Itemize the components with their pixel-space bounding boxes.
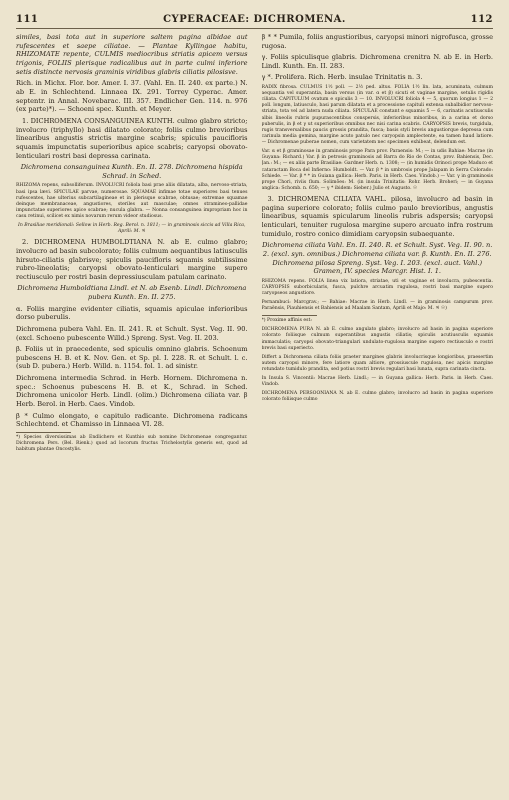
left-paragraph: Dichromena Humboldtiana Lindl. et N. ab Esenb. Lindl. Dichromena pubera Kunth. En. II. 275. xyxy=(17,284,247,302)
right-paragraph: Dichromena ciliata Vahl. En. II. 240. R. et Schult. Syst. Veg. II. 90. n. 2. (excl. syn. omnibus.) Dichromena ciliata var. β. Kunth. En. II. 276. Dichromena pilosa Spreng. Syst. Veg. I. 203. (excl. auct. Vahl.) Gramen, IV. species Marcgr. Hist. I. 1. xyxy=(262,241,493,276)
left-paragraph: Dichromena consanguinea Kunth. En. II. 278. Dichromena hispida Schrad. in Sched. xyxy=(20,163,243,180)
right-paragraph: Differt a Dichromena ciliata foliis praeter margines glabris involucrisque longioribus, praesertim autem caryopsi minore, fere latiore quam altiore, grossiuscule rugulosa, nec apicis margine rotundato tumidulo prandita, sed potius rostri brevis regulari basi lunata, supra carinata cincta. xyxy=(261,354,493,372)
left-paragraph: similes, basi tota aut in superiore saltem pagina albidae aut rufescentes et saepe ciliatae. — Plantae Kyllingae habitu, RHIZOMATE repente, CULMIS mediocribus striatis apicem versus trigonis, FOLIIS plerisque radicalibus aut in parte culmi inferiore setis distincte nervosis graminis viridibus glabris ciliatis pilosisve. xyxy=(16,33,248,76)
text-columns xyxy=(16,33,493,783)
right-paragraph: Var. α et β graminosae in graminosis prope Para prov. Paraensis: M.; — in udis Bahiae: Macrae (in Guyana: Richard.) Var. β in petrosis graminosis ad Barra do Rio de Contas, prov. Bahiensis, Dec. Jan.: M.; — ex aliis parte Brasiliae: Gardner Herb. n. 1308; — (in humidis Orinoci prope Maduco et cataractam Boca del Infierno: Humboldt. — Var. β * in umbrosis prope Jalapam in Serra Colorado: Schiede. — Var. β * * in Guiana gallica: Herb. Paris. in Herb. Caes. Vindob.) — Var. γ in graminosis prope Chori, riviis flum. Solimões: M. (in insula Trinitatis: Rohr. Herb. Broheri; — in Guyana anglica: Schomb. n. 650; — γ * ibidem: Sieber.) Julio et Augusto. ☉ xyxy=(261,149,493,191)
right-paragraph: 3. DICHROMENA CILIATA VAHL. pilosa, involucro ad basin in pagina superiore colorato; foliis culmo paulo brevioribus, angustis linearibus, squamis spicularum lineolis rubris adspersis; caryopsi lenticulari, tenuiter rugulosa margine supero arcuato infra rostrum tumidulo, rostro conico dimidiam caryopsin subaequante. xyxy=(261,194,493,238)
left-paragraph: β. Foliis ut in praecedente, sed spiculis omnino glabris. Schoenum pubescens H. B. et K. Nov. Gen. et Sp. pl. I. 228. R. et Schult. l. c. (sub D. pubera.) Herb. Willd. n. 1154. fol. 1. ad sinistr. xyxy=(16,345,248,371)
right-paragraph: DICHROMENA PERSOONIANA N. ab E. culmo glabro; involucro ad basin in pagina superiore colorato foliisque culmo xyxy=(261,390,493,403)
right-paragraph: RADIX fibrosa. CULMUS 1½ poll. — 2½ ped. altus. FOLIA 1½ lin. lata, acuminata, culmum aequantia vel superantia, basin versus (in var. α et β) sicuti et vaginae margine, setulis rigidis ciliata. CAPITULUM ovatum e spiculis 3 — 10. INVOLUCRI foliola 4 — 5, quorum longius 1 — 2 poll. longum, latiusculo, basi parum dilatata et a processione capituli extensa subalbidior nervoso-striata, tota vel ad latera nuda ciliata. SPICULAE constant e squamis 5 — 6, carinatis acutiusculis albis lineolis rubris pupurascentibus conspersis, inferioribus minoribus, in a carina et dorso puberulis, in β et γ ut superioribus omnibus nec nisi carina scabris. CARYOPSIS brevis, turgidula, rugis transversalibus paucis grossis prandita, fusca; basis styli brevis angustiorque depressa cum carinula media gemina, margine acuto patulo nec caryopsin amplectente, ea tamen haud latiore. — Dichromenae puberae nomen, cum varietatem nec specimen exhibeat, delendum est. xyxy=(261,84,493,146)
footnote-rule xyxy=(16,432,71,433)
running-title: CYPERACEAE: DICHROMENA. xyxy=(163,14,346,25)
right-paragraph: DICHROMENA PURA N. ab E. culmo angulato glabro; involucro ad basin in pagina superiore colorato foliisque culmum superantibus angustis ciliatis; spiculis acutiusculis squamis immaculatis; caryopsi obovato-triangulari undulato-rugulosa margine supero rectiusculo e rostri brevis basi superiecto. xyxy=(261,327,493,351)
right-page-number: 112 xyxy=(470,14,493,25)
left-page-number: 111 xyxy=(16,14,39,25)
running-header xyxy=(16,14,493,29)
footnote-rule xyxy=(262,315,317,316)
right-column xyxy=(262,33,494,783)
right-paragraph: β * * Pumila, foliis angustioribus, caryopsi minori nigrofusca, grosse rugosa. xyxy=(261,33,493,50)
left-paragraph: Dichromena intermedia Schrad. in Herb. Hornem. Dichromena n. spec.: Schoenus pubescens H. B. et K., Schrad. in Sched. Dichromena unicolor Herb. Lindl. (olim.) Dichromena ciliata var. β Herb. Berol. in Herb. Caes. Vindob. xyxy=(16,373,248,409)
left-paragraph: *) Species diversissimas ab Endlichero et Kunthio sub nomine Dichromenae congregantur. Dichromena Pers. (Bel. Rienk.) quod ad locorum fructus Trichelostylis generis est, quod ad habitum plantae Oncostylis. xyxy=(16,435,248,453)
left-paragraph: 2. DICHROMENA HUMBOLDTIANA N. ab E. culmo glabro; involucro ad basin subcolorato; foliis culmum aequantibus latiusculis hirsuto-ciliatis glabrisve; spiculis paucifloris squamis subtilissime rubro-lineolatis; caryopsi obovato-lenticulari margine supero rectiusculo per rostri basin depressiusculam patulam carinato. xyxy=(16,238,248,281)
left-column xyxy=(16,33,248,783)
right-paragraph: RHIZOMA repens. FOLIA linea vix latiora, striatae, uti et vaginae et involucra, pubescentia. CARYOPSIS suborbicularis, fusca, pulchre arcuatim rugulosa, rostri basi margine supero caryopseos angustiore. xyxy=(261,278,493,297)
left-paragraph: 1. DICHROMENA CONSANGUINEA KUNTH. culmo glabro stricto; involucro (triphyllo) basi dilatato colorato; foliis culmo brevioribus linearibus angustis strictis margine scabris; spiculis paucifloris squamis impunctatis superioribus apice scabris; caryopsi obovato-lenticulari rostri basi depressa carinata. xyxy=(16,116,248,160)
right-paragraph: γ. Foliis spiculisque glabris. Dichromena crenitra N. ab E. in Herb. Lindl. Kunth. En. II. 283. xyxy=(261,53,493,70)
left-paragraph: α. Foliis margine evidenter ciliatis, squamis apiculae inferioribus dorso puberulis. xyxy=(16,304,248,322)
left-paragraph: In Brasiliae meridionali: Sellow in Herb. Reg. Berol. n. 1811; — in graminosis siccis ad Villa Rica, Aprili: M. ♃ xyxy=(18,223,246,235)
right-paragraph: Pernambuci: Marcgrav.; — Bahiae: Macrae in Herb. Lindl. — in graminosis campurum prov. Paraënsis, Piauhiensis et Bahiensis ad Maalam Santam, Aprili et Majo: M. ♃ ☉) xyxy=(261,300,493,312)
right-paragraph: *) Proxime affinis est: xyxy=(261,318,312,324)
left-paragraph: Dichromena pubera Vahl. En. II. 241. R. et Schult. Syst. Veg. II. 90. (excl. Schoeno pubescente Willd.) Spreng. Syst. Veg. II. 203. xyxy=(16,324,248,342)
left-paragraph: Rich. in Michx. Flor. bor. Amer. I. 37. (Vahl. En. II. 240. ex parte.) N. ab E. in Schlechtend. Linnaea IX. 291. Torrey Cyperac. Amer. septentr. in Annal. Novebarac. III. 357. Endlicher Gen. 114. n. 976 (ex parte)*). — Schoeni spec. Kunth. et Meyer. xyxy=(16,79,248,114)
right-paragraph: γ *. Prolifera. Rich. Herb. insulae Trinitatis n. 3. xyxy=(261,73,423,82)
left-paragraph: RHIZOMA repens, subsolliferum. INVOLUCRI foliola basi prae aliis dilatata, alba, nervoso-striata, basi ipsa lævi. SPICULAE parvae, numerosae. SQUAMAE infimae totae superiores basi tenues rufescentes, hae ulterius subcartilagineae et in plerisque scabrae, obtusae; extremae squamae deinque membranaceae, angustiores, steriles aut masculae; omnes stramineo-pallidae impunctatae superiores apice scabrae; nucula glabra. — Nonna consanguinea impropriam hoc in casu retinui, scilicet ex nimis novarum rerum videor studiosus. xyxy=(16,183,248,220)
right-paragraph: In Insula S. Vincentii: Macrae Herb. Lindl.; — in Guyana gallica: Herb. Paris. in Herb. Caes. Vindob. xyxy=(261,375,493,387)
left-paragraph: β * Culmo elongato, e capitulo radicante. Dichromena radicans Schlechtend. et Chamisso in Linnaea VI. 28. xyxy=(16,411,248,429)
